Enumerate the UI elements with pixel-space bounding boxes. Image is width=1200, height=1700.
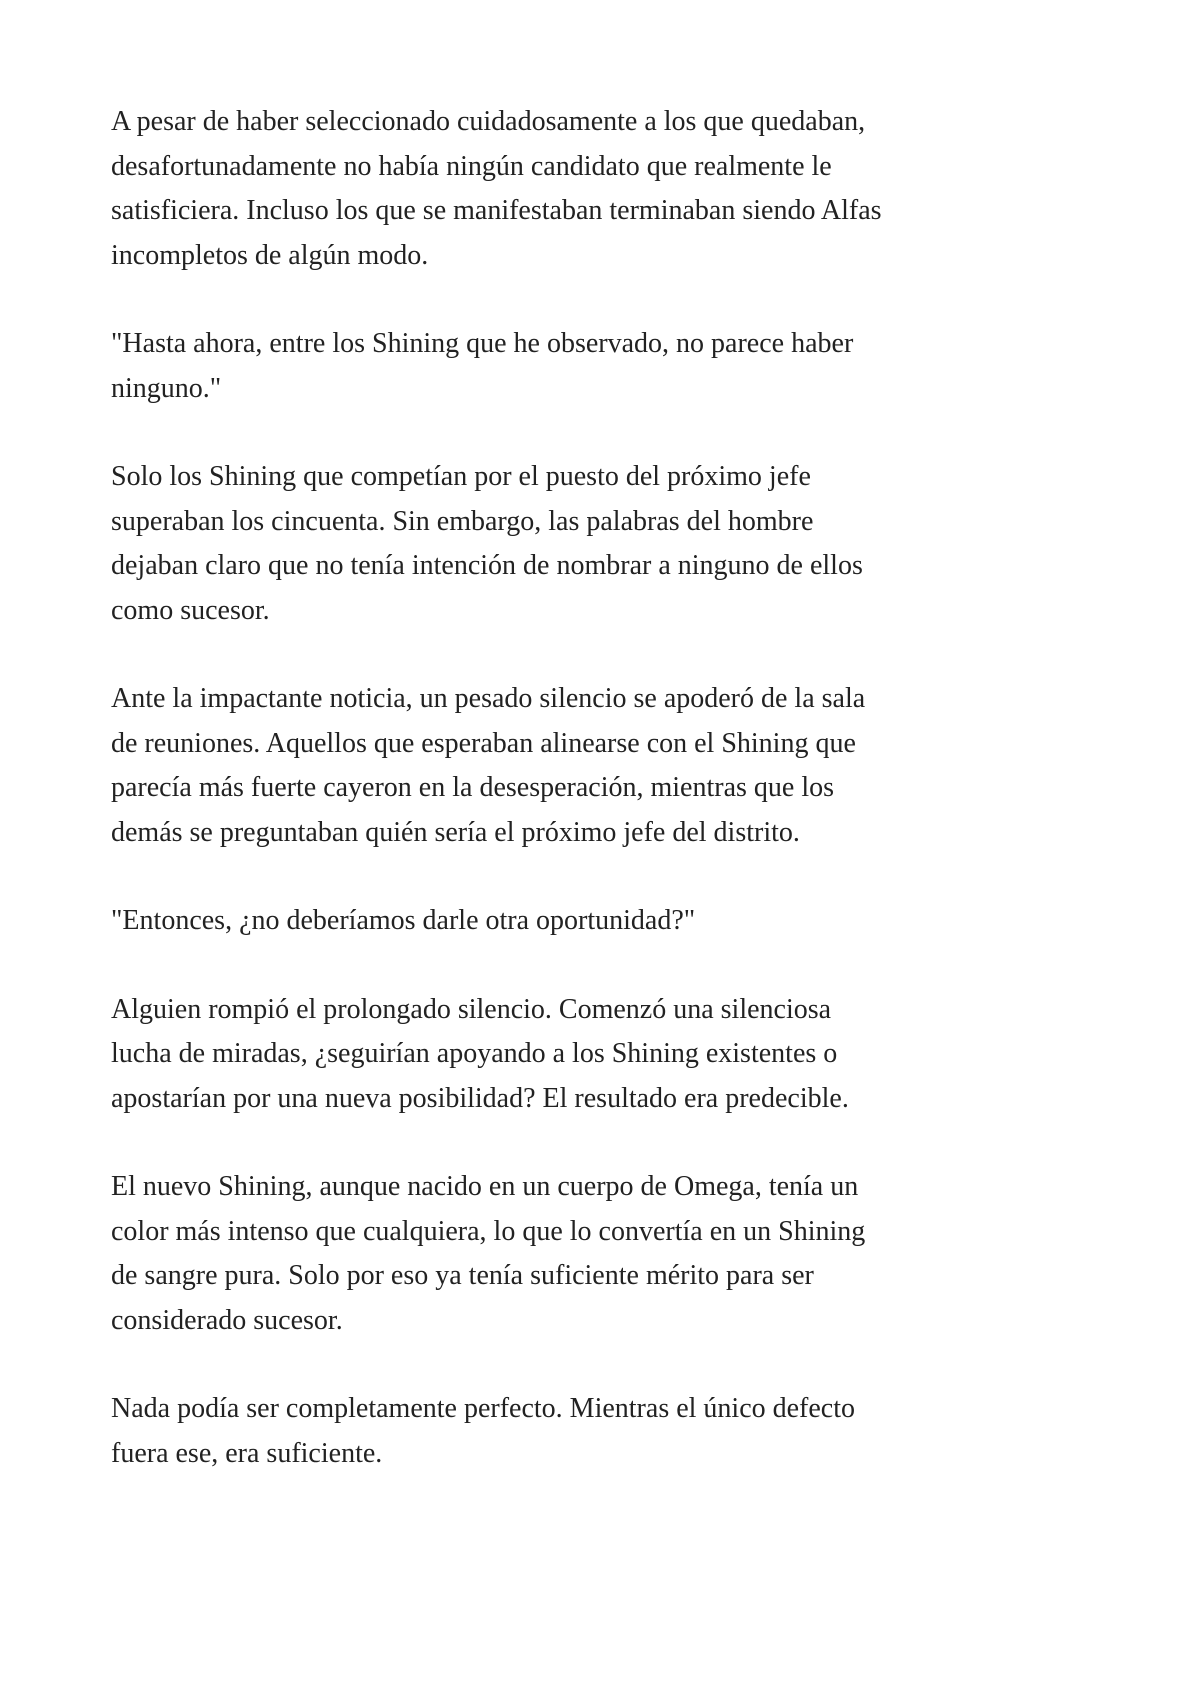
text-line: superaban los cincuenta. Sin embargo, las palabras del hombre <box>111 505 814 537</box>
text-line: demás se preguntaban quién sería el próximo jefe del distrito. <box>111 816 800 848</box>
text-line: lucha de miradas, ¿seguirían apoyando a los Shining existentes o <box>111 1038 838 1069</box>
text-line: Ante la impactante noticia, un pesado silencio se apoderó de la sala <box>111 683 866 714</box>
paragraph-4 <box>111 677 1011 855</box>
paragraph-7 <box>111 1165 1011 1343</box>
text-line: fuera ese, era suficiente. <box>111 1437 383 1469</box>
paragraph-8 <box>111 1387 1011 1476</box>
text-line: color más intenso que cualquiera, lo que lo convertía en un Shining <box>111 1215 866 1247</box>
text-line: dejaban claro que no tenía intención de nombrar a ninguno de ellos <box>111 550 863 581</box>
text-line: incompletos de algún modo. <box>111 239 429 271</box>
document-page <box>111 100 1011 1520</box>
text-line: Alguien rompió el prolongado silencio. Comenzó una silenciosa <box>111 993 832 1025</box>
paragraph-3 <box>111 455 1011 633</box>
text-line: Solo los Shining que competían por el puesto del próximo jefe <box>111 461 811 492</box>
paragraph-6 <box>111 988 1011 1122</box>
text-line: considerado sucesor. <box>111 1304 343 1336</box>
text-line: satisficiera. Incluso los que se manifestaban terminaban siendo Alfas <box>111 195 882 226</box>
text-line: El nuevo Shining, aunque nacido en un cuerpo de Omega, tenía un <box>111 1171 859 1202</box>
text-line: Nada podía ser completamente perfecto. Mientras el único defecto <box>111 1393 856 1424</box>
paragraph-2 <box>111 322 1011 411</box>
text-line: "Hasta ahora, entre los Shining que he observado, no parece haber <box>111 328 854 359</box>
text-line: apostarían por una nueva posibilidad? El resultado era predecible. <box>111 1082 849 1114</box>
paragraph-1 <box>111 100 1011 278</box>
text-line: desafortunadamente no había ningún candidato que realmente le <box>111 150 832 182</box>
text-line: ninguno." <box>111 372 222 404</box>
text-line: como sucesor. <box>111 594 270 626</box>
text-line: de reuniones. Aquellos que esperaban alinearse con el Shining que <box>111 727 856 759</box>
text-line: de sangre pura. Solo por eso ya tenía suficiente mérito para ser <box>111 1260 814 1291</box>
text-line: A pesar de haber seleccionado cuidadosamente a los que quedaban, <box>111 106 866 137</box>
text-line: parecía más fuerte cayeron en la desesperación, mientras que los <box>111 772 834 803</box>
paragraph-5 <box>111 899 1011 944</box>
text-line: "Entonces, ¿no deberíamos darle otra oportunidad?" <box>111 905 696 936</box>
